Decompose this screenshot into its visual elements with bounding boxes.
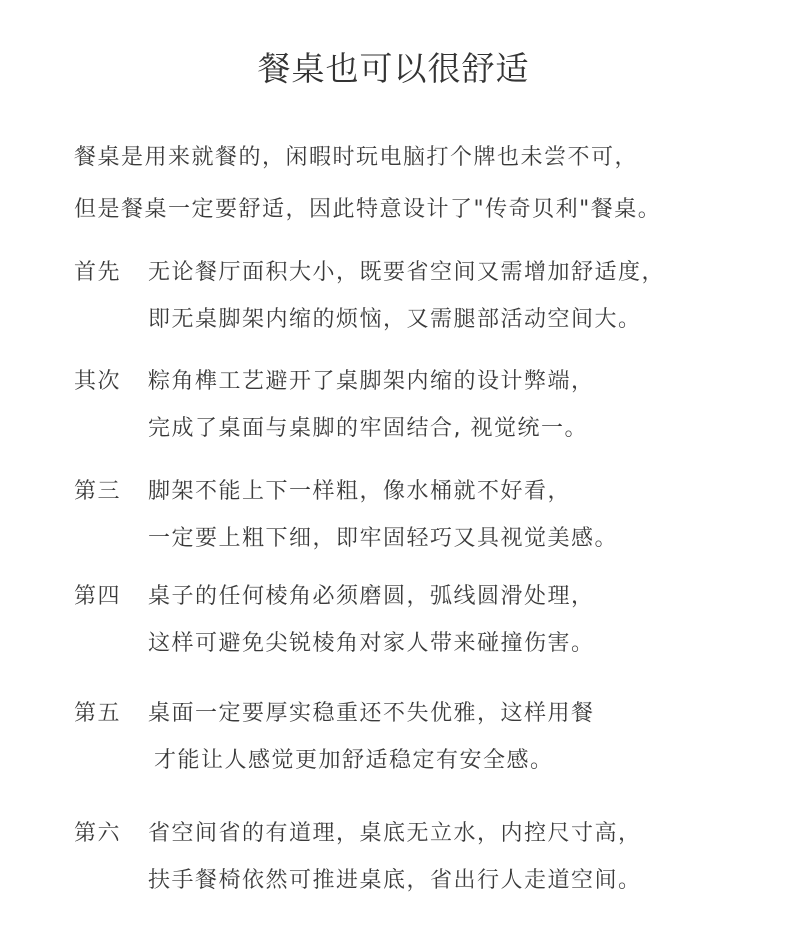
intro-line-2: 但是餐桌一定要舒适，因此特意设计了"传奇贝利"餐桌。 <box>74 197 662 222</box>
section-text-line-2: 即无桌脚架内缩的烦恼，又需腿部活动空间大。 <box>148 307 642 332</box>
page-title: 餐桌也可以很舒适 <box>257 49 530 88</box>
section-label: 首先 <box>74 260 122 285</box>
section-text-line-1: 省空间省的有道理，桌底无立水，内控尺寸高， <box>148 821 642 846</box>
section-text-line-2: 扶手餐椅依然可推进桌底，省出行人走道空间。 <box>148 868 642 893</box>
section-label: 其次 <box>74 369 122 394</box>
section-text-line-1: 脚架不能上下一样粗，像水桶就不好看， <box>148 479 572 504</box>
section-label: 第六 <box>74 821 122 846</box>
section-text-line-2: 一定要上粗下细，即牢固轻巧又具视觉美感。 <box>148 526 619 551</box>
section-text-line-1: 桌子的任何棱角必须磨圆，弧线圆滑处理， <box>148 584 595 609</box>
section-text-line-2: 才能让人感觉更加舒适稳定有安全感。 <box>154 748 554 773</box>
intro-line-1: 餐桌是用来就餐的，闲暇时玩电脑打个牌也未尝不可， <box>74 145 639 170</box>
section-label: 第三 <box>74 479 122 504</box>
section-text-line-1: 无论餐厅面积大小，既要省空间又需增加舒适度， <box>148 260 666 285</box>
section-label: 第五 <box>74 701 122 726</box>
section-text-line-1: 桌面一定要厚实稳重还不失优雅，这样用餐 <box>148 701 595 726</box>
section-label: 第四 <box>74 584 122 609</box>
section-text-line-1: 粽角榫工艺避开了桌脚架内缩的设计弊端， <box>148 369 595 394</box>
section-text-line-2: 这样可避免尖锐棱角对家人带来碰撞伤害。 <box>148 631 595 656</box>
section-text-line-2: 完成了桌面与桌脚的牢固结合, 视觉统一。 <box>148 416 588 441</box>
